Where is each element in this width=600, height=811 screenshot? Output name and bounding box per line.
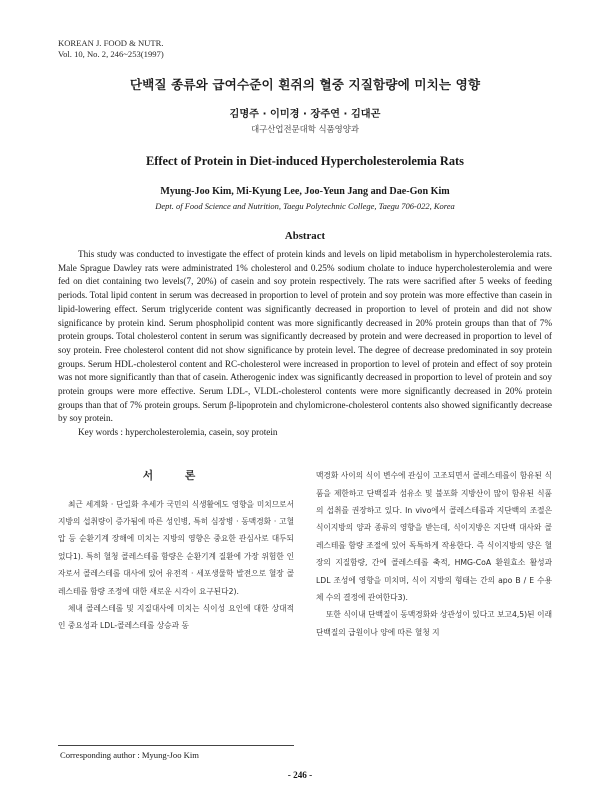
journal-name: KOREAN J. FOOD & NUTR. (58, 38, 164, 48)
footnote-divider (58, 745, 294, 746)
paragraph: 최근 세계화 · 단일화 추세가 국민의 식생활에도 영향을 미치므로서 지방의 섭취량이 증가됨에 따른 성인병, 특히 심장병 · 동맥경화 · 고혈압 등 순환기계 장해에 미치는 지방의 영향은 중요한 관심사로 대두되었다1). 특히 혈청 콜레스테롤 함량은 순환기계 질환에 가장 위험한 인자로서 콜레스테롤 대사에 있어 유전적 · 세포생물학 발전으로 혈장 콜레스테롤 함량 조정에 대한 새로운 시각이 요구된다2). (58, 499, 294, 596)
korean-title: 단백질 종류와 급여수준이 흰쥐의 혈중 지질함량에 미치는 영향 (129, 77, 481, 92)
paragraph: 맥경화 사이의 식이 변수에 관심이 고조되면서 콜레스테롤이 함유된 식품을 제한하고 단백질과 섬유소 및 불포화 지방산이 많이 함유된 식품의 섭취를 권장하고 있다. In vivo에서 콜레스테롤과 지단백의 조절은 식이지방의 양과 종류의 영향을 받는데, 식이지방은 지단백 대사와 콜레스테롤 함량 조절에 있어 독특하게 작용한다. 즉 식이지방의 양은 혈장의 지질함량, 간에 콜레스테롤 축적, HMG-CoA 환원효소 활성과 LDL 조성에 영향을 미치며, 식이 지방의 형태는 간의 apo B / E 수용체 수의 결정에 관여한다3). (316, 471, 552, 602)
footnote: Corresponding author : Myung-Joo Kim (60, 750, 199, 760)
page-number: - 246 - (287, 770, 313, 780)
english-title: Effect of Protein in Diet-induced Hypercholesterolemia Rats (146, 154, 464, 168)
section-heading: 서 론 (142, 469, 210, 483)
korean-authors: 김명주 · 이미경 · 장주연 · 김대곤 (229, 109, 381, 120)
korean-affiliation: 대구산업전문대학 식품영양과 (251, 124, 359, 134)
left-column (58, 467, 294, 641)
english-affiliation: Dept. of Food Science and Nutrition, Taegu Polytechnic College, Taegu 706-022, Korea (155, 201, 455, 211)
journal-volume: Vol. 10, No. 2, 246~253(1997) (58, 49, 164, 59)
journal-header (58, 38, 552, 60)
paragraph: 체내 콜레스테롤 및 지질대사에 미치는 식이성 요인에 대한 상대적인 중요성과 LDL-콜레스테롤 상승과 동 (58, 603, 294, 631)
keywords: Key words : hypercholesterolemia, casein, soy protein (78, 427, 278, 438)
abstract-heading: Abstract (284, 230, 326, 242)
right-column (316, 467, 552, 641)
paragraph: 또한 식이내 단백질이 동맥경화와 상관성이 있다고 보고4,5)된 이래 단백질의 급원이나 양에 따른 혈청 지 (316, 610, 552, 637)
abstract-text: This study was conducted to investigate the effect of protein kinds and levels on lipid metabolism in hypercholesterolemia rats. Male Sprague Dawley rats were administrated 1% cholesterol and 0.25% sodium cholate to induce hypercholesterolemia and were fed on diet containing two levels(7, 20%) of casein and soy protein respectively. The rats were sacrified after 5 weeks of feeding periods. Total lipid content in serum was decreased in proportion to level of protein and soy protein was more effective than casein in lipid-lowering effect. Serum triglyceride content was significantly decreased in proportion to level of protein and did not show significance by protein kind. Serum phospholipid content was more significantly decreased in 20% protein groups than that of 7% protein groups. Total cholesterol content in serum was significantly decreased by protein and were decreased in proportion to level of soy protein. Free cholesterol content did not show significance by protein level. The degree of decrease predominated in soy protein groups. Serum HDL-cholesterol content and RC-cholesterol were increased in proportion to level of protein and effect of soy protein was not more significantly than that of casein. Atherogenic index was significantly decreased in proportion to level of protein and soy protein groups were more effective. Serum LDL-, VLDL-cholesterol contents were more significantly decreased in 20% protein groups than that of 7% protein groups. Serum β-lipoprotein and chylomicrone-cholesterol contents also showed significantly decrease by soy protein. (58, 249, 552, 424)
body-columns (58, 467, 552, 641)
english-authors: Myung-Joo Kim, Mi-Kyung Lee, Joo-Yeun Jang and Dae-Gon Kim (160, 186, 450, 197)
